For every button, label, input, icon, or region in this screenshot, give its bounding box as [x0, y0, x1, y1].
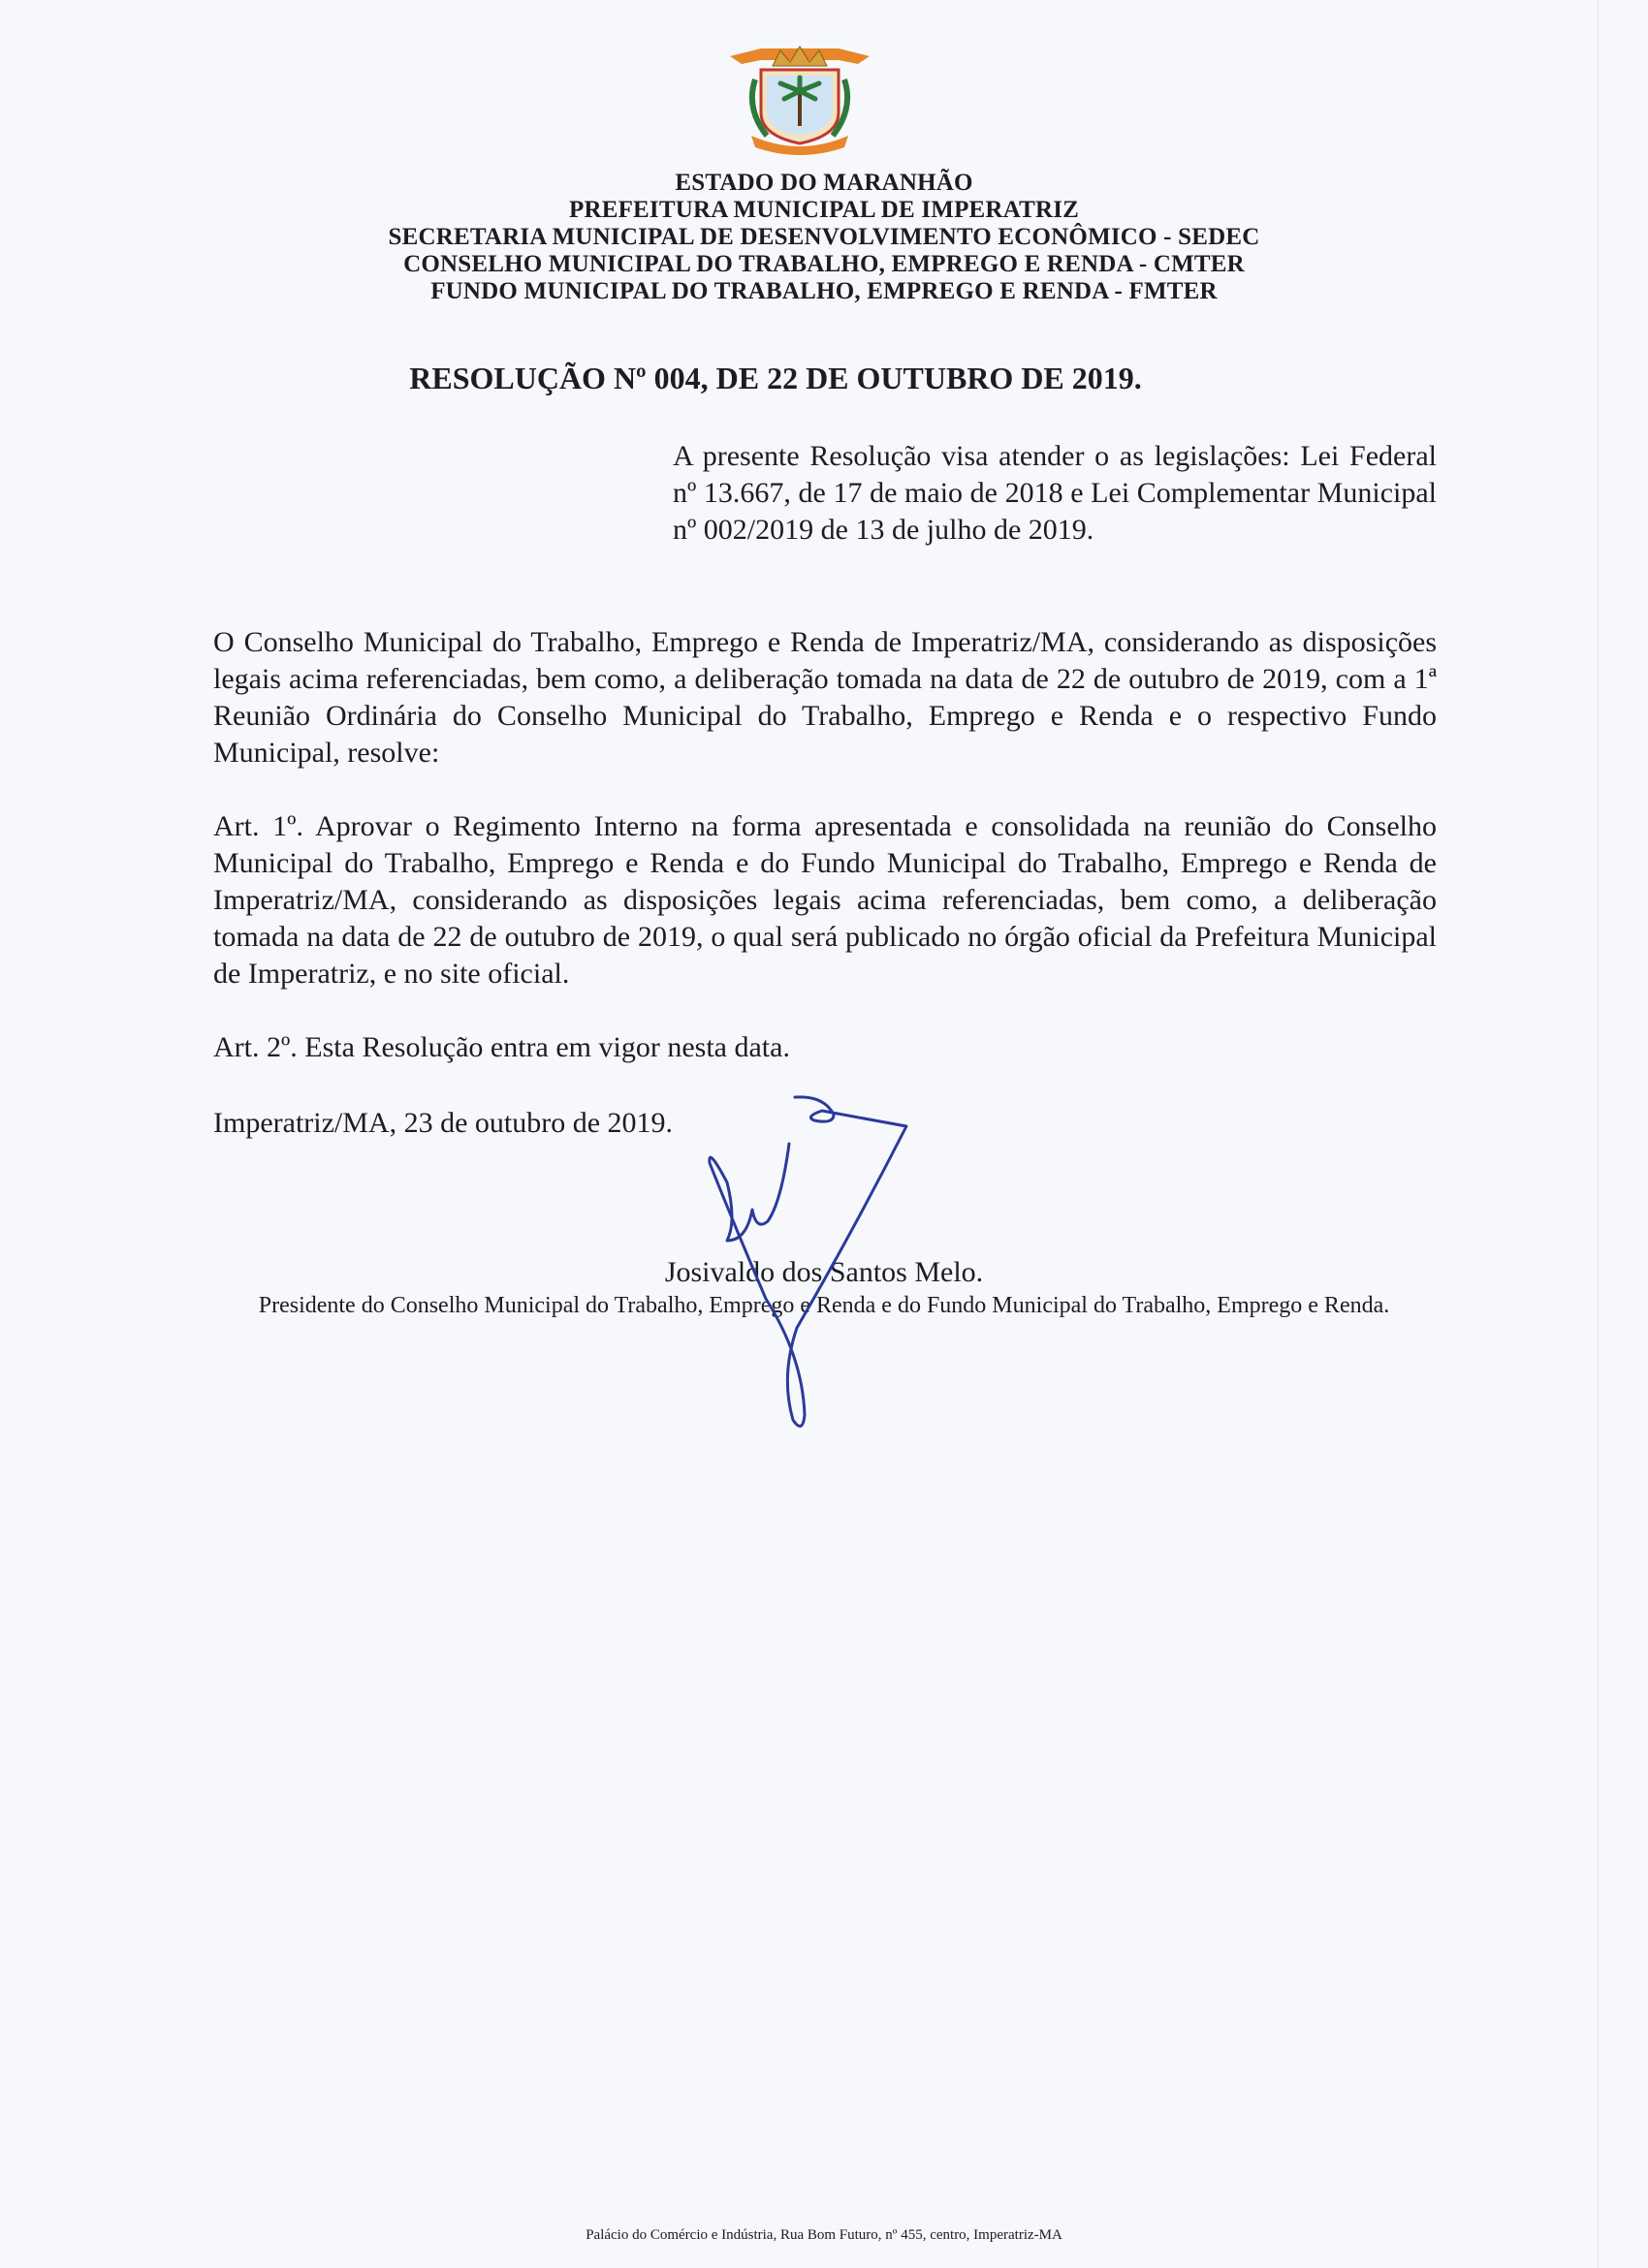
header-line-state: ESTADO DO MARANHÃO	[675, 170, 973, 196]
handwritten-signature-icon	[688, 1086, 940, 1444]
preamble-paragraph: A presente Resolução visa atender o as legislações: Lei Federal nº 13.667, de 17 de maio de 2018 e Lei Complementar Municipal nº 002/2019 de 13 de julho de 2019.	[673, 440, 1437, 546]
document-header	[242, 170, 1406, 305]
signatory-name: Josivaldo dos Santos Melo.	[664, 1256, 984, 1288]
place-date-line: Imperatriz/MA, 23 de outubro de 2019.	[213, 1107, 674, 1139]
considering-paragraph: O Conselho Municipal do Trabalho, Emprego e Renda de Imperatriz/MA, considerando as disposições legais acima referenciadas, bem como, a deliberação tomada na data de 22 de outubro de 2019, com a 1ª Reunião Ordinária do Conselho Municipal do Trabalho, Emprego e Renda e o respectivo Fundo Municipal, resolve:	[213, 626, 1437, 769]
header-line-secretariat: SECRETARIA MUNICIPAL DE DESENVOLVIMENTO ECONÔMICO - SEDEC	[388, 224, 1260, 250]
header-line-fund: FUNDO MUNICIPAL DO TRABALHO, EMPREGO E RENDA - FMTER	[430, 278, 1218, 304]
article-2-paragraph: Art. 2º. Esta Resolução entra em vigor nesta data.	[213, 1031, 790, 1063]
scan-edge-line	[1598, 0, 1599, 2268]
signatory-role: Presidente do Conselho Municipal do Trabalho, Emprego e Renda e do Fundo Municipal do Trabalho, Emprego e Renda.	[258, 1293, 1390, 1318]
resolution-title: RESOLUÇÃO Nº 004, DE 22 DE OUTUBRO DE 2019.	[409, 361, 1142, 395]
footer-address: Palácio do Comércio e Indústria, Rua Bom Futuro, nº 455, centro, Imperatriz-MA	[586, 2227, 1062, 2243]
imperatriz-coat-of-arms-icon	[722, 27, 877, 155]
header-line-council: CONSELHO MUNICIPAL DO TRABALHO, EMPREGO E RENDA - CMTER	[403, 251, 1245, 277]
header-line-prefecture: PREFEITURA MUNICIPAL DE IMPERATRIZ	[568, 197, 1080, 223]
article-1-paragraph: Art. 1º. Aprovar o Regimento Interno na forma apresentada e consolidada na reunião do Conselho Municipal do Trabalho, Emprego e Renda e do Fundo Municipal do Trabalho, Emprego e Renda de Imperatriz/MA, considerando as disposições legais acima referenciadas, bem como, a deliberação tomada na data de 22 de outubro de 2019, o qual será publicado no órgão oficial da Prefeitura Municipal de Imperatriz, e no site oficial.	[213, 810, 1437, 990]
